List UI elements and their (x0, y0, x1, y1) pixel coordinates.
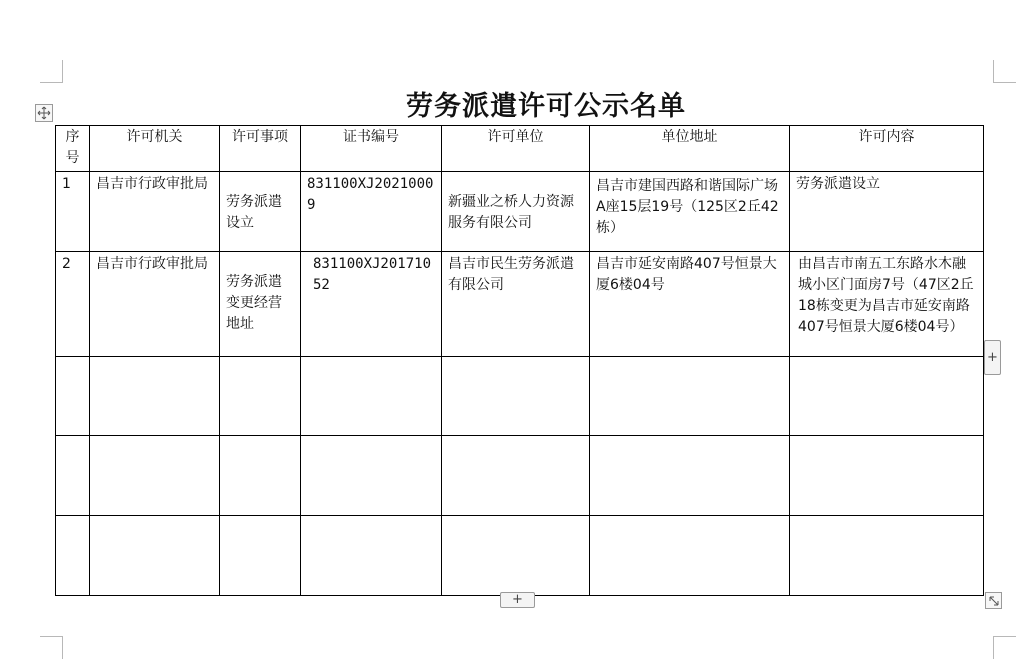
table-row-empty (56, 436, 984, 516)
table-row (56, 172, 984, 252)
header-no: 序号 (56, 126, 90, 172)
empty-cell[interactable] (790, 436, 984, 516)
cell-cert: 831100XJ20210009 (301, 172, 442, 252)
table-move-handle[interactable] (35, 104, 53, 122)
cell-address: 昌吉市延安南路407号恒景大厦6楼04号 (590, 252, 790, 357)
page-corner-top-left (40, 60, 63, 83)
empty-cell[interactable] (301, 516, 442, 596)
add-row-button[interactable] (500, 592, 535, 608)
empty-cell[interactable] (90, 516, 220, 596)
add-column-button[interactable] (984, 340, 1001, 375)
cell-authority: 昌吉市行政审批局 (90, 252, 220, 357)
empty-cell[interactable] (56, 357, 90, 436)
empty-cell[interactable] (301, 436, 442, 516)
empty-cell[interactable] (301, 357, 442, 436)
resize-diagonal-icon (988, 595, 1000, 607)
header-item: 许可事项 (220, 126, 301, 172)
header-content: 许可内容 (790, 126, 984, 172)
table-row (56, 252, 984, 357)
empty-cell[interactable] (590, 436, 790, 516)
empty-cell[interactable] (90, 436, 220, 516)
empty-cell[interactable] (220, 436, 301, 516)
cell-unit: 新疆业之桥人力资源服务有限公司 (442, 172, 590, 252)
header-cert: 证书编号 (301, 126, 442, 172)
header-address: 单位地址 (590, 126, 790, 172)
cell-address: 昌吉市建国西路和谐国际广场A座15层19号（125区2丘42栋） (590, 172, 790, 252)
cell-authority: 昌吉市行政审批局 (90, 172, 220, 252)
cell-item: 劳务派遣设立 (220, 172, 301, 252)
plus-icon: + (987, 350, 998, 365)
empty-cell[interactable] (220, 516, 301, 596)
page-corner-bottom-left (40, 636, 63, 659)
empty-cell[interactable] (590, 516, 790, 596)
cell-item: 劳务派遣变更经营地址 (220, 252, 301, 357)
document-title: 劳务派遣许可公示名单 (406, 91, 686, 122)
table-row-empty (56, 357, 984, 436)
page-corner-top-right (993, 60, 1016, 83)
table-resize-handle[interactable] (985, 592, 1002, 609)
empty-cell[interactable] (56, 436, 90, 516)
cell-unit: 昌吉市民生劳务派遣有限公司 (442, 252, 590, 357)
empty-cell[interactable] (90, 357, 220, 436)
header-authority: 许可机关 (90, 126, 220, 172)
table-header-row (56, 126, 984, 172)
empty-cell[interactable] (442, 357, 590, 436)
empty-cell[interactable] (590, 357, 790, 436)
cell-content: 由昌吉市南五工东路水木融城小区门面房7号（47区2丘18栋变更为昌吉市延安南路407号恒景大厦6楼04号） (790, 252, 984, 357)
cell-cert: 831100XJ20171052 (301, 252, 442, 357)
page-corner-bottom-right (993, 636, 1016, 659)
empty-cell[interactable] (56, 516, 90, 596)
empty-cell[interactable] (790, 357, 984, 436)
plus-icon: + (512, 592, 523, 607)
cell-no: 2 (56, 252, 90, 357)
header-unit: 许可单位 (442, 126, 590, 172)
move-arrows-icon (37, 106, 51, 120)
permit-table (55, 125, 984, 596)
empty-cell[interactable] (790, 516, 984, 596)
empty-cell[interactable] (442, 436, 590, 516)
empty-cell[interactable] (220, 357, 301, 436)
cell-content: 劳务派遣设立 (790, 172, 984, 252)
empty-cell[interactable] (442, 516, 590, 596)
table-row-empty (56, 516, 984, 596)
cell-no: 1 (56, 172, 90, 252)
